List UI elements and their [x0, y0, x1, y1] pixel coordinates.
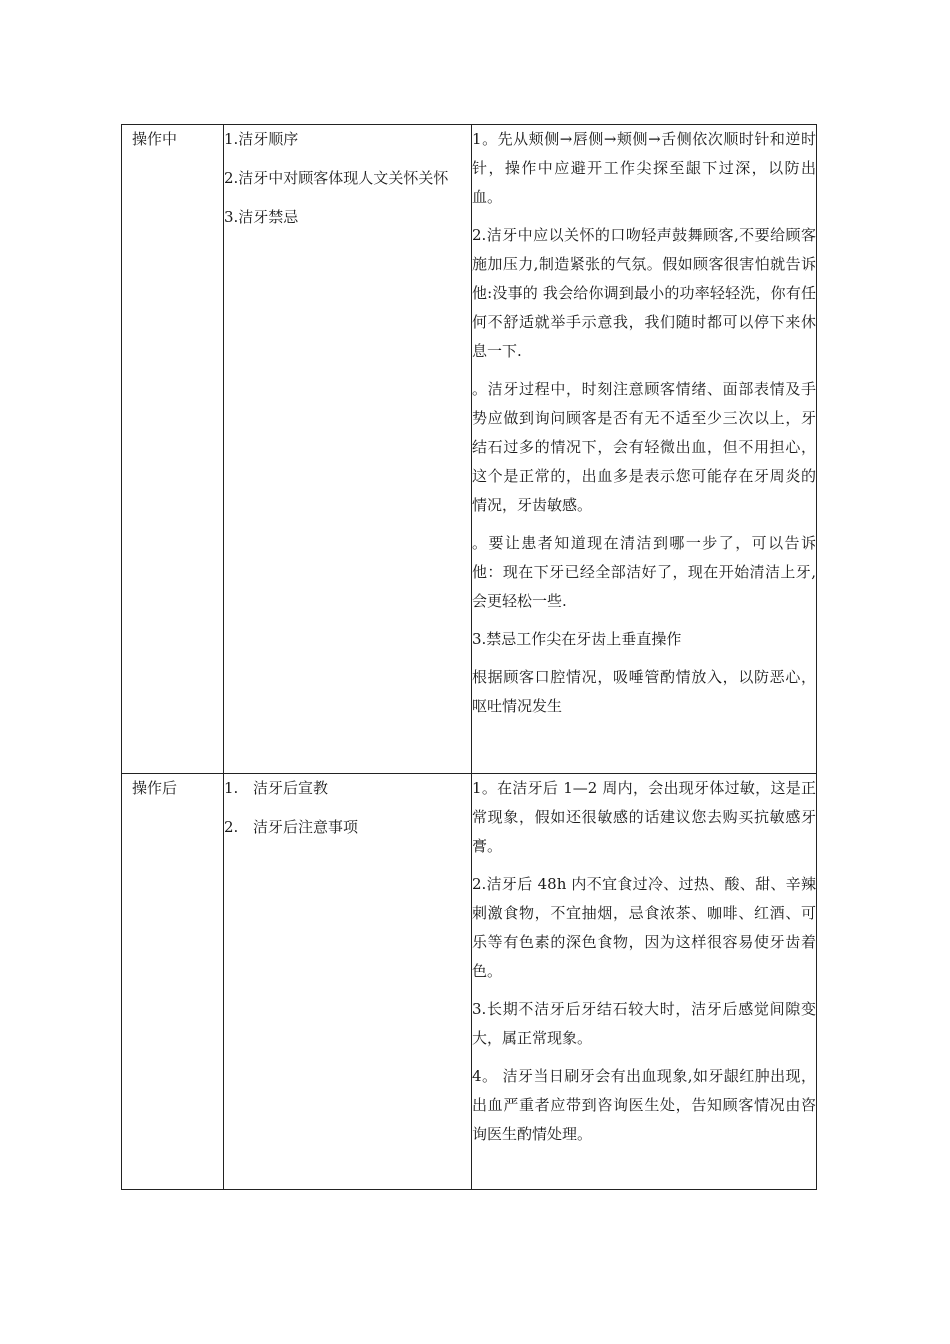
stage-cell	[122, 125, 224, 774]
detail-paragraph: 4。 洁牙当日刷牙会有出血现象,如牙龈红肿出现，出血严重者应带到咨询医生处，告知顾客情况由咨询医生酌情处理。	[472, 1067, 816, 1143]
procedure-table	[121, 124, 817, 1190]
list-number: 1.	[224, 779, 239, 797]
detail-paragraph: 。洁牙过程中，时刻注意顾客情绪、面部表情及手势应做到询问顾客是否有无不适至少三次以上，牙结石过多的情况下，会有轻微出血，但不用担心，这个是正常的，出血多是表示您可能存在牙周炎的情况，牙齿敏感。	[472, 380, 816, 514]
detail-paragraph: 。要让患者知道现在清洁到哪一步了，可以告诉他：现在下牙已经全部洁好了，现在开始清洁上牙,会更轻松一些.	[472, 534, 816, 610]
items-cell	[224, 774, 472, 1190]
detail-paragraph: 2.洁牙中应以关怀的口吻轻声鼓舞顾客,不要给顾客施加压力,制造紧张的气氛。假如顾客很害怕就告诉他:没事的 我会给你调到最小的功率轻轻洗，你有任何不舒适就举手示意我，我们随时都可以停下来休息一下.	[472, 226, 816, 360]
detail-paragraph: 3.长期不洁牙后牙结石较大时，洁牙后感觉间隙变大，属正常现象。	[472, 1000, 816, 1047]
list-item	[224, 813, 471, 842]
list-item: 2.洁牙中对顾客体现人文关怀关怀	[224, 169, 449, 187]
table-row	[122, 774, 817, 1190]
list-item: 1.洁牙顺序	[224, 130, 299, 148]
list-text: 洁牙后宣教	[253, 779, 329, 797]
details-cell	[472, 125, 817, 774]
detail-paragraph: 根据顾客口腔情况，吸唾管酌情放入，以防恶心，呕吐情况发生	[472, 668, 816, 715]
stage-cell	[122, 774, 224, 1190]
stage-label: 操作中	[132, 130, 178, 148]
table-row	[122, 125, 817, 774]
stage-label: 操作后	[132, 779, 178, 797]
list-item	[224, 774, 471, 803]
list-number: 2.	[224, 818, 239, 836]
items-cell	[224, 125, 472, 774]
detail-paragraph: 3.禁忌工作尖在牙齿上垂直操作	[472, 630, 682, 648]
detail-paragraph: 2.洁牙后 48h 内不宜食过冷、过热、酸、甜、辛辣刺激食物，不宜抽烟，忌食浓茶、咖啡、红酒、可乐等有色素的深色食物，因为这样很容易使牙齿着色。	[472, 875, 816, 980]
list-item: 3.洁牙禁忌	[224, 208, 299, 226]
details-cell	[472, 774, 817, 1190]
detail-paragraph: 1。在洁牙后 1—2 周内，会出现牙体过敏，这是正常现象，假如还很敏感的话建议您去购买抗敏感牙膏。	[472, 779, 816, 855]
list-text: 洁牙后注意事项	[253, 818, 359, 836]
detail-paragraph: 1。先从颊侧→唇侧→颊侧→舌侧依次顺时针和逆时针，操作中应避开工作尖探至龈下过深，以防出血。	[472, 130, 816, 206]
